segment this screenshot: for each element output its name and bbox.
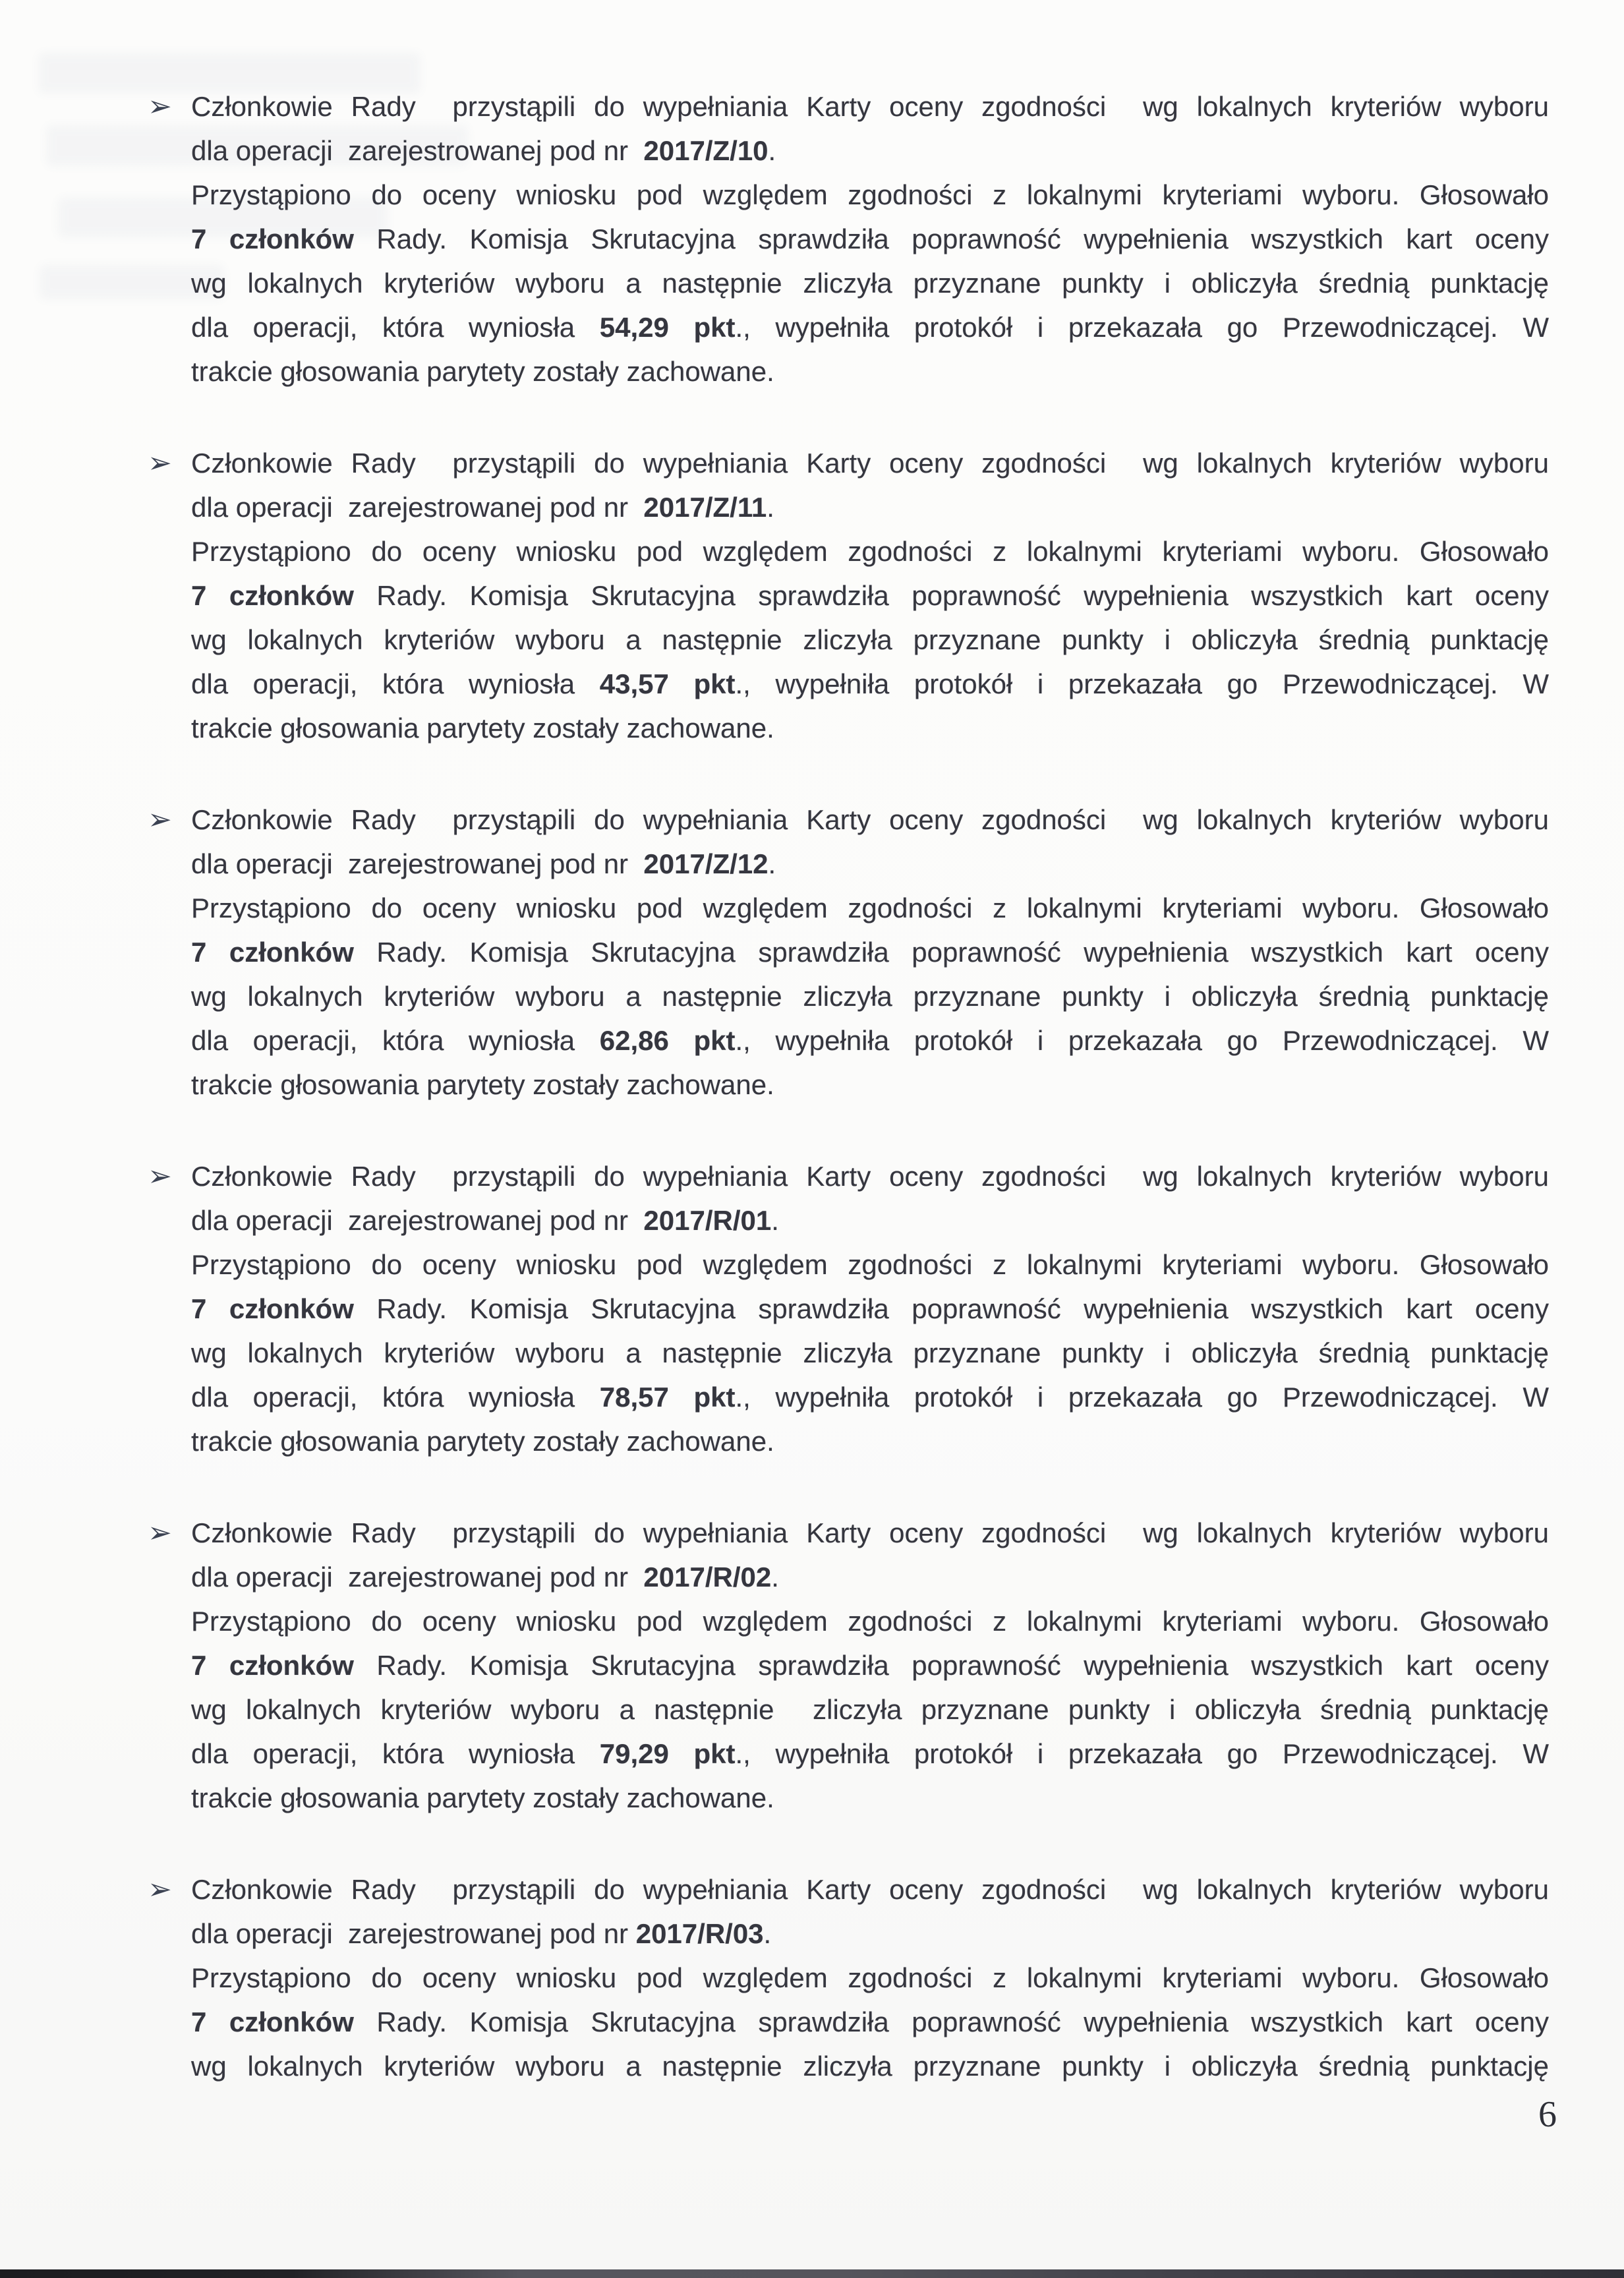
list-item (148, 441, 1549, 750)
text-segment: wg lokalnych kryteriów wyboru a następnie zliczyła przyznane punkty i obliczyła średnią punktację (191, 2051, 1549, 2082)
text-segment: trakcie głosowania parytety zostały zachowane. (191, 1426, 774, 1457)
text-segment: dla operacji, która wyniosła (191, 1025, 600, 1056)
bullet-lines (191, 1867, 1549, 2088)
text-segment: dla operacji, która wyniosła (191, 1738, 600, 1769)
text-line (191, 1555, 1549, 1599)
list-item (148, 1867, 1549, 2088)
scanner-edge-artifact (0, 2269, 1624, 2278)
text-segment: Przystąpiono do oceny wniosku pod względem zgodności z lokalnymi kryteriami wyboru. Głosowało (191, 1606, 1549, 1637)
text-line (191, 618, 1549, 662)
text-line (191, 2000, 1549, 2044)
text-line (191, 1242, 1549, 1287)
text-segment: Przystąpiono do oceny wniosku pod względem zgodności z lokalnymi kryteriami wyboru. Głosowało (191, 892, 1549, 923)
text-segment: Przystąpiono do oceny wniosku pod względem zgodności z lokalnymi kryteriami wyboru. Głosowało (191, 1249, 1549, 1280)
bold-text-segment: 62,86 pkt (599, 1025, 736, 1056)
text-segment: wg lokalnych kryteriów wyboru a następnie zliczyła przyznane punkty i obliczyła średnią punktację (191, 1694, 1549, 1725)
text-segment: dla operacji, która wyniosła (191, 312, 600, 343)
text-line (191, 2044, 1549, 2088)
text-segment: dla operacji zarejestrowanej pod nr (191, 1562, 644, 1592)
text-line (191, 1154, 1549, 1198)
bold-text-segment: 7 członków (191, 2006, 354, 2037)
bold-text-segment: 78,57 pkt (599, 1382, 736, 1413)
bold-text-segment: 7 członków (191, 580, 354, 611)
text-segment: Członkowie Rady przystąpili do wypełniania Karty oceny zgodności wg lokalnych kryteriów wyboru (191, 448, 1549, 479)
text-line (191, 1867, 1549, 1912)
text-segment: dla operacji zarejestrowanej pod nr (191, 1205, 644, 1236)
text-segment: Rady. Komisja Skrutacyjna sprawdziła poprawność wypełnienia wszystkich kart oceny (353, 2006, 1549, 2037)
text-line (191, 217, 1549, 261)
bold-text-segment: 7 członków (191, 937, 354, 968)
bold-text-segment: 7 członków (191, 1293, 354, 1324)
arrow-bullet-icon: ➢ (148, 446, 172, 480)
text-segment: dla operacji, która wyniosła (191, 668, 600, 699)
text-segment: wg lokalnych kryteriów wyboru a następnie zliczyła przyznane punkty i obliczyła średnią punktację (191, 624, 1549, 655)
text-line (191, 886, 1549, 930)
text-segment: . (767, 492, 774, 523)
text-line (191, 173, 1549, 217)
text-line (191, 1732, 1549, 1776)
text-line (191, 1198, 1549, 1242)
text-segment: ., wypełniła protokół i przekazała go Przewodniczącej. W (735, 1025, 1549, 1056)
bullet-lines (191, 84, 1549, 394)
page-number: 6 (1538, 2094, 1557, 2135)
text-segment: trakcie głosowania parytety zostały zachowane. (191, 713, 774, 744)
bold-text-segment: 79,29 pkt (599, 1738, 736, 1769)
text-line (191, 84, 1549, 129)
bullet-lines (191, 1511, 1549, 1820)
text-segment: . (768, 848, 776, 879)
text-line (191, 1912, 1549, 1956)
text-segment: ., wypełniła protokół i przekazała go Przewodniczącej. W (735, 1382, 1549, 1413)
text-segment: . (768, 135, 776, 166)
text-line (191, 349, 1549, 394)
list-item (148, 84, 1549, 394)
text-line (191, 706, 1549, 750)
text-segment: Członkowie Rady przystąpili do wypełniania Karty oceny zgodności wg lokalnych kryteriów wyboru (191, 804, 1549, 835)
bold-text-segment: 7 członków (191, 223, 354, 254)
text-line (191, 1331, 1549, 1375)
list-item (148, 798, 1549, 1107)
bold-text-segment: 2017/R/01 (643, 1205, 772, 1236)
text-segment: trakcie głosowania parytety zostały zachowane. (191, 1069, 774, 1100)
text-segment: dla operacji zarejestrowanej pod nr (191, 492, 644, 523)
text-line (191, 1063, 1549, 1107)
bold-text-segment: 2017/R/03 (635, 1918, 764, 1949)
bold-text-segment: 7 członków (191, 1650, 354, 1681)
text-segment: ., wypełniła protokół i przekazała go Przewodniczącej. W (735, 668, 1549, 699)
text-segment: Rady. Komisja Skrutacyjna sprawdziła poprawność wypełnienia wszystkich kart oceny (353, 223, 1549, 254)
text-segment: wg lokalnych kryteriów wyboru a następnie zliczyła przyznane punkty i obliczyła średnią punktację (191, 268, 1549, 299)
text-segment: Członkowie Rady przystąpili do wypełniania Karty oceny zgodności wg lokalnych kryteriów wyboru (191, 1517, 1549, 1548)
arrow-bullet-icon: ➢ (148, 1873, 172, 1906)
text-segment: Rady. Komisja Skrutacyjna sprawdziła poprawność wypełnienia wszystkich kart oceny (353, 1293, 1549, 1324)
text-line (191, 1287, 1549, 1331)
text-line (191, 662, 1549, 706)
text-line (191, 1375, 1549, 1419)
text-line (191, 261, 1549, 305)
text-segment: dla operacji zarejestrowanej pod nr (191, 1918, 636, 1949)
text-line (191, 1687, 1549, 1732)
text-segment: Przystąpiono do oceny wniosku pod względem zgodności z lokalnymi kryteriami wyboru. Głosowało (191, 179, 1549, 210)
text-segment: Przystąpiono do oceny wniosku pod względem zgodności z lokalnymi kryteriami wyboru. Głosowało (191, 536, 1549, 567)
text-segment: Rady. Komisja Skrutacyjna sprawdziła poprawność wypełnienia wszystkich kart oceny (353, 580, 1549, 611)
bullet-lines (191, 441, 1549, 750)
text-segment: ., wypełniła protokół i przekazała go Przewodniczącej. W (735, 312, 1549, 343)
text-segment: trakcie głosowania parytety zostały zachowane. (191, 356, 774, 387)
text-line (191, 573, 1549, 618)
bold-text-segment: 54,29 pkt (599, 312, 736, 343)
text-line (191, 485, 1549, 529)
bold-text-segment: 2017/R/02 (643, 1562, 772, 1592)
text-segment: dla operacji, która wyniosła (191, 1382, 600, 1413)
text-segment: ., wypełniła protokół i przekazała go Przewodniczącej. W (735, 1738, 1549, 1769)
text-segment: wg lokalnych kryteriów wyboru a następnie zliczyła przyznane punkty i obliczyła średnią punktację (191, 981, 1549, 1012)
text-line (191, 930, 1549, 974)
text-line (191, 798, 1549, 842)
bullet-lines (191, 798, 1549, 1107)
text-line (191, 1599, 1549, 1643)
arrow-bullet-icon: ➢ (148, 803, 172, 836)
text-segment: trakcie głosowania parytety zostały zachowane. (191, 1782, 774, 1813)
bold-text-segment: 2017/Z/11 (643, 492, 767, 523)
text-segment: . (763, 1918, 772, 1949)
bold-text-segment: 2017/Z/12 (643, 848, 768, 879)
text-line (191, 842, 1549, 886)
text-segment: Przystąpiono do oceny wniosku pod względem zgodności z lokalnymi kryteriami wyboru. Głosowało (191, 1962, 1549, 1993)
text-line (191, 441, 1549, 485)
text-line (191, 1643, 1549, 1687)
bullet-list (148, 84, 1549, 2136)
text-line (191, 1419, 1549, 1463)
text-line (191, 305, 1549, 349)
text-segment: Członkowie Rady przystąpili do wypełniania Karty oceny zgodności wg lokalnych kryteriów wyboru (191, 1874, 1549, 1905)
text-line (191, 529, 1549, 573)
text-segment: Członkowie Rady przystąpili do wypełniania Karty oceny zgodności wg lokalnych kryteriów wyboru (191, 91, 1549, 122)
text-segment: Rady. Komisja Skrutacyjna sprawdziła poprawność wypełnienia wszystkich kart oceny (353, 937, 1549, 968)
text-segment: . (771, 1205, 779, 1236)
text-line (191, 1018, 1549, 1063)
text-line (191, 1511, 1549, 1555)
list-item (148, 1154, 1549, 1463)
text-line (191, 129, 1549, 173)
text-line (191, 1956, 1549, 2000)
text-segment: Rady. Komisja Skrutacyjna sprawdziła poprawność wypełnienia wszystkich kart oceny (353, 1650, 1549, 1681)
text-segment: dla operacji zarejestrowanej pod nr (191, 848, 644, 879)
bullet-lines (191, 1154, 1549, 1463)
text-segment: dla operacji zarejestrowanej pod nr (191, 135, 644, 166)
bold-text-segment: 43,57 pkt (599, 668, 736, 699)
arrow-bullet-icon: ➢ (148, 1516, 172, 1550)
arrow-bullet-icon: ➢ (148, 90, 172, 123)
text-line (191, 974, 1549, 1018)
text-segment: Członkowie Rady przystąpili do wypełniania Karty oceny zgodności wg lokalnych kryteriów wyboru (191, 1161, 1549, 1192)
arrow-bullet-icon: ➢ (148, 1159, 172, 1193)
list-item (148, 1511, 1549, 1820)
bold-text-segment: 2017/Z/10 (643, 135, 768, 166)
text-line (191, 1776, 1549, 1820)
text-segment: wg lokalnych kryteriów wyboru a następnie zliczyła przyznane punkty i obliczyła średnią punktację (191, 1337, 1549, 1368)
text-segment: . (771, 1562, 779, 1592)
